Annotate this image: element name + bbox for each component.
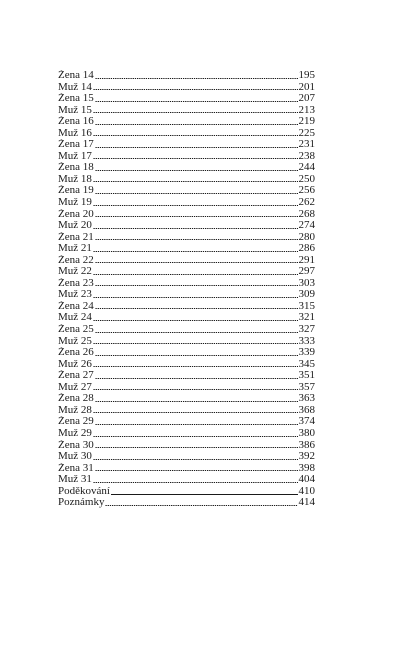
toc-entry-title: Žena 23 [58,277,94,289]
toc-entry[interactable] [58,497,315,509]
toc-entry-page-number: 357 [298,381,315,393]
toc-entry[interactable] [58,105,315,117]
toc-entry[interactable] [58,359,315,371]
toc-entry-title: Muž 28 [58,404,92,416]
toc-entry-page-number: 238 [298,150,315,162]
toc-entry-title: Žena 15 [58,93,94,105]
toc-entry-page-number: 414 [298,497,315,509]
toc-entry[interactable] [58,185,315,197]
toc-entry-page-number: 392 [298,451,315,463]
toc-dot-leader [105,504,297,507]
toc-entry-title: Muž 25 [58,335,92,347]
toc-entry-title: Žena 18 [58,162,94,174]
toc-entry-title: Muž 19 [58,197,92,209]
toc-entry-page-number: 315 [298,300,315,312]
toc-entry[interactable] [58,255,315,267]
toc-entry-title: Muž 30 [58,451,92,463]
toc-entry[interactable] [58,266,315,278]
toc-entry-page-number: 333 [298,335,315,347]
toc-dot-leader [95,215,298,218]
toc-dot-leader [95,100,298,103]
toc-dot-leader [93,204,298,207]
toc-entry-page-number: 380 [298,427,315,439]
toc-entry-page-number: 345 [298,358,315,370]
toc-entry-title: Muž 21 [58,243,92,255]
toc-entry-page-number: 398 [298,462,315,474]
toc-entry-title: Žena 16 [58,116,94,128]
table-of-contents [58,70,315,509]
toc-entry-page-number: 213 [298,104,315,116]
toc-entry-title: Žena 21 [58,231,94,243]
toc-entry-title: Žena 17 [58,139,94,151]
toc-entry[interactable] [58,347,315,359]
toc-dot-leader [93,296,298,299]
toc-dot-leader [93,435,298,438]
toc-entry-title: Muž 26 [58,358,92,370]
toc-entry-title: Žena 30 [58,439,94,451]
toc-entry-page-number: 363 [298,393,315,405]
toc-dot-leader [93,319,298,322]
toc-entry[interactable] [58,324,315,336]
toc-entry[interactable] [58,82,315,94]
toc-entry[interactable] [58,312,315,324]
toc-entry[interactable] [58,70,315,82]
toc-entry-page-number: 410 [298,485,315,497]
toc-dot-leader [93,273,298,276]
toc-entry[interactable] [58,486,315,498]
toc-entry-title: Muž 29 [58,427,92,439]
toc-dot-leader [93,111,298,114]
toc-dot-leader [95,400,298,403]
toc-entry-page-number: 327 [298,324,315,336]
toc-entry-title: Muž 27 [58,381,92,393]
toc-dot-leader [95,354,298,357]
toc-dot-leader [93,342,298,345]
toc-dot-leader [95,423,298,426]
toc-entry-page-number: 386 [298,439,315,451]
toc-dot-leader [93,481,298,484]
toc-entry-title: Muž 15 [58,104,92,116]
toc-entry-page-number: 274 [298,220,315,232]
toc-entry[interactable] [58,139,315,151]
toc-dot-leader [95,469,298,472]
toc-entry[interactable] [58,151,315,163]
toc-dot-leader [93,157,298,160]
toc-entry-page-number: 368 [298,404,315,416]
toc-entry-page-number: 250 [298,173,315,185]
toc-dot-leader [93,134,298,137]
toc-dot-leader [95,146,298,149]
toc-entry-title: Muž 17 [58,150,92,162]
toc-dot-leader [93,88,298,91]
toc-entry-page-number: 256 [298,185,315,197]
toc-entry[interactable] [58,405,315,417]
toc-entry[interactable] [58,162,315,174]
toc-dot-leader [95,261,298,264]
toc-entry-page-number: 303 [298,277,315,289]
toc-dot-leader [95,307,298,310]
toc-entry[interactable] [58,128,315,140]
toc-entry[interactable] [58,370,315,382]
toc-entry[interactable] [58,197,315,209]
toc-entry-title: Žena 28 [58,393,94,405]
toc-entry-title: Muž 18 [58,173,92,185]
toc-entry-title: Muž 16 [58,127,92,139]
toc-dot-leader [95,77,298,80]
toc-entry-page-number: 219 [298,116,315,128]
toc-dot-leader [93,411,298,414]
toc-dot-leader [95,123,298,126]
toc-entry[interactable] [58,232,315,244]
toc-dot-leader [93,365,298,368]
toc-entry-title: Muž 23 [58,289,92,301]
toc-entry-page-number: 231 [298,139,315,151]
toc-entry[interactable] [58,474,315,486]
toc-entry-title: Muž 24 [58,312,92,324]
toc-entry-title: Poznámky [58,497,105,509]
toc-entry[interactable] [58,428,315,440]
toc-entry-title: Žena 31 [58,462,94,474]
toc-dot-leader [95,446,298,449]
toc-entry[interactable] [58,382,315,394]
toc-entry-title: Muž 20 [58,220,92,232]
toc-entry-page-number: 351 [298,370,315,382]
toc-dot-leader [95,377,298,380]
toc-entry-title: Žena 27 [58,370,94,382]
toc-dot-leader [93,227,298,230]
toc-dot-leader [95,331,298,334]
toc-entry-title: Žena 24 [58,300,94,312]
toc-entry-title: Žena 14 [58,70,94,81]
toc-entry[interactable] [58,451,315,463]
toc-entry-page-number: 297 [298,266,315,278]
toc-dot-leader [93,250,298,253]
toc-dot-leader [93,458,298,461]
toc-entry-page-number: 262 [298,197,315,209]
toc-dot-leader [111,494,298,495]
toc-entry[interactable] [58,116,315,128]
toc-entry-page-number: 225 [298,127,315,139]
toc-entry[interactable] [58,416,315,428]
toc-entry-page-number: 244 [298,162,315,174]
toc-entry[interactable] [58,463,315,475]
toc-entry-title: Muž 22 [58,266,92,278]
toc-entry-page-number: 201 [298,81,315,93]
toc-entry-title: Žena 19 [58,185,94,197]
toc-dot-leader [93,388,298,391]
toc-entry[interactable] [58,278,315,290]
toc-entry-page-number: 268 [298,208,315,220]
toc-entry-page-number: 280 [298,231,315,243]
toc-entry[interactable] [58,440,315,452]
toc-entry-title: Poděkování [58,485,110,497]
toc-entry[interactable] [58,289,315,301]
toc-entry-title: Žena 22 [58,254,94,266]
toc-entry[interactable] [58,209,315,221]
toc-entry-title: Muž 14 [58,81,92,93]
toc-entry[interactable] [58,174,315,186]
toc-entry-title: Žena 25 [58,324,94,336]
toc-entry-page-number: 321 [298,312,315,324]
toc-entry-page-number: 374 [298,416,315,428]
toc-entry-page-number: 195 [298,70,315,81]
toc-entry[interactable] [58,93,315,105]
toc-entry-title: Žena 26 [58,347,94,359]
toc-entry[interactable] [58,301,315,313]
toc-dot-leader [95,192,298,195]
toc-entry[interactable] [58,243,315,255]
toc-entry-page-number: 291 [298,254,315,266]
toc-entry-page-number: 309 [298,289,315,301]
toc-entry-page-number: 286 [298,243,315,255]
toc-entry-title: Muž 31 [58,474,92,486]
toc-entry-page-number: 207 [298,93,315,105]
toc-entry-page-number: 404 [298,474,315,486]
toc-entry[interactable] [58,336,315,348]
toc-dot-leader [93,180,298,183]
toc-entry-title: Žena 29 [58,416,94,428]
toc-dot-leader [95,169,298,172]
toc-entry-page-number: 339 [298,347,315,359]
toc-dot-leader [95,284,298,287]
toc-dot-leader [95,238,298,241]
toc-entry[interactable] [58,393,315,405]
toc-entry[interactable] [58,220,315,232]
toc-entry-title: Žena 20 [58,208,94,220]
